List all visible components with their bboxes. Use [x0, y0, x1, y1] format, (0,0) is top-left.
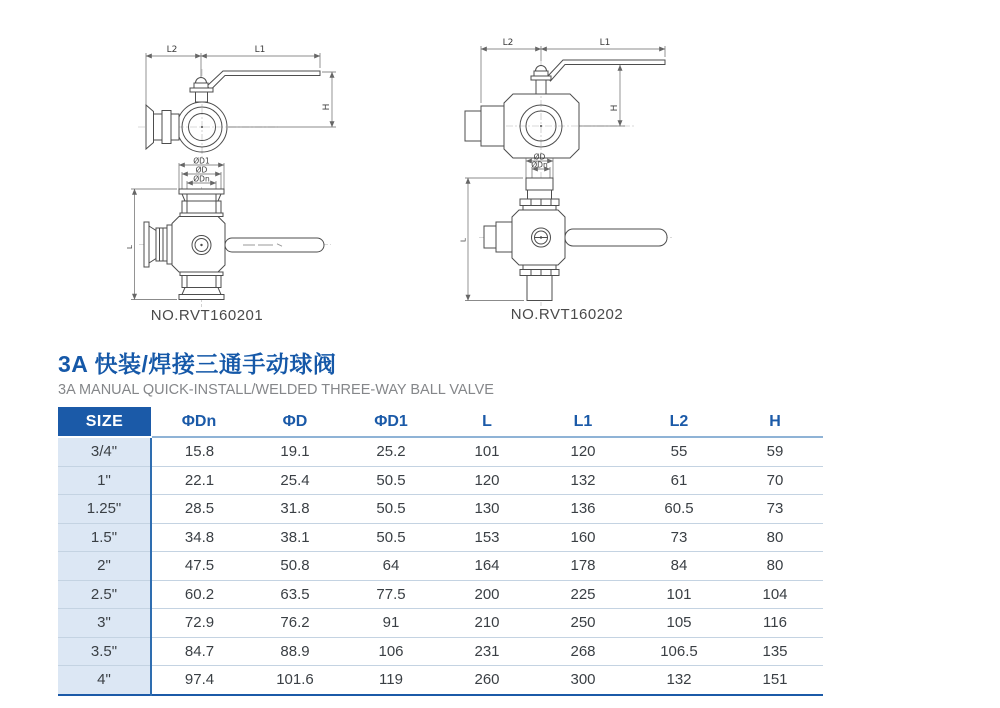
spec-cell: 60.2	[151, 580, 247, 609]
dimension-label-l: L	[126, 245, 134, 249]
table-row	[58, 523, 823, 552]
spec-cell: 22.1	[151, 466, 247, 495]
dimension-label-d: ØD	[533, 152, 546, 162]
dimension-label-l1: L1	[254, 45, 266, 55]
spec-cell: 50.8	[247, 552, 343, 581]
weld-end-stub	[465, 111, 481, 141]
table-row	[58, 666, 823, 695]
table-row	[58, 466, 823, 495]
top-union-nut	[520, 199, 559, 206]
spec-header-l2: L2	[631, 407, 727, 437]
dimension-label-l: L	[459, 238, 468, 242]
dimension-label-d1: ØD1	[193, 156, 210, 166]
size-cell: 2.5"	[58, 580, 151, 609]
valve-handle	[225, 238, 324, 252]
size-cell: 3"	[58, 609, 151, 638]
spec-cell: 119	[343, 666, 439, 695]
spec-cell: 136	[535, 495, 631, 524]
valve-handle	[565, 229, 667, 246]
product-title-zh: 3A 快装/焊接三通手动球阀	[58, 351, 337, 377]
spec-cell: 50.5	[343, 523, 439, 552]
weld-valve-front-view-drawing	[455, 150, 730, 330]
drawing-number-caption: NO.RVT160201	[150, 307, 264, 324]
valve-handle	[207, 71, 320, 90]
spec-cell: 73	[631, 523, 727, 552]
valve-handle	[547, 60, 665, 81]
dimension-label-dn: ØDn	[531, 160, 548, 170]
spec-header-size: SIZE	[58, 407, 151, 437]
dimension-label-dn: ØDn	[193, 174, 210, 184]
table-row	[58, 495, 823, 524]
spec-cell: 153	[439, 523, 535, 552]
spec-cell: 77.5	[343, 580, 439, 609]
spec-table-header-row	[58, 407, 823, 437]
spec-header-l1: L1	[535, 407, 631, 437]
spec-cell: 260	[439, 666, 535, 695]
table-row	[58, 580, 823, 609]
spec-cell: 101.6	[247, 666, 343, 695]
drawing-number-caption: NO.RVT160202	[510, 306, 624, 323]
dimension-label-l2: L2	[502, 38, 514, 48]
spec-table	[58, 407, 823, 696]
bottom-port-tube	[527, 276, 552, 301]
weld-valve-side-view-drawing	[455, 35, 710, 165]
spec-cell: 210	[439, 609, 535, 638]
spec-cell: 120	[535, 437, 631, 466]
size-cell: 3/4"	[58, 437, 151, 466]
spec-cell: 64	[343, 552, 439, 581]
spec-header-l: L	[439, 407, 535, 437]
spec-cell: 28.5	[151, 495, 247, 524]
spec-header-h: H	[727, 407, 823, 437]
spec-cell: 19.1	[247, 437, 343, 466]
title-block	[58, 350, 858, 400]
valve-stem-cap	[196, 78, 207, 84]
spec-cell: 84	[631, 552, 727, 581]
spec-cell: 250	[535, 609, 631, 638]
spec-cell: 106	[343, 637, 439, 666]
spec-cell: 135	[727, 637, 823, 666]
spec-cell: 132	[631, 666, 727, 695]
spec-cell: 130	[439, 495, 535, 524]
spec-cell: 70	[727, 466, 823, 495]
spec-cell: 225	[535, 580, 631, 609]
spec-cell: 106.5	[631, 637, 727, 666]
table-row	[58, 437, 823, 466]
table-row	[58, 609, 823, 638]
spec-header-d1: ΦD1	[343, 407, 439, 437]
top-port-tube	[526, 178, 553, 190]
spec-cell: 132	[535, 466, 631, 495]
spec-cell: 88.9	[247, 637, 343, 666]
spec-cell: 151	[727, 666, 823, 695]
size-cell: 4"	[58, 666, 151, 695]
size-cell: 1"	[58, 466, 151, 495]
spec-cell: 101	[439, 437, 535, 466]
spec-cell: 116	[727, 609, 823, 638]
clamp-valve-front-view-drawing	[115, 155, 355, 330]
spec-header-d: ΦD	[247, 407, 343, 437]
table-row	[58, 637, 823, 666]
spec-cell: 76.2	[247, 609, 343, 638]
spec-cell: 60.5	[631, 495, 727, 524]
spec-cell: 61	[631, 466, 727, 495]
spec-cell: 50.5	[343, 495, 439, 524]
table-row	[58, 552, 823, 581]
clamp-valve-side-view-drawing	[110, 35, 360, 165]
spec-cell: 164	[439, 552, 535, 581]
spec-cell: 25.2	[343, 437, 439, 466]
top-port-ferrule	[179, 189, 224, 194]
spec-cell: 300	[535, 666, 631, 695]
spec-cell: 34.8	[151, 523, 247, 552]
dimension-label-h: H	[322, 103, 332, 111]
spec-cell: 101	[631, 580, 727, 609]
size-cell: 2"	[58, 552, 151, 581]
spec-cell: 104	[727, 580, 823, 609]
bottom-port-ferrule	[180, 272, 223, 276]
spec-cell: 105	[631, 609, 727, 638]
spec-cell: 47.5	[151, 552, 247, 581]
spec-cell: 73	[727, 495, 823, 524]
spec-cell: 268	[535, 637, 631, 666]
left-port-tube	[484, 226, 496, 248]
spec-header-dn: ΦDn	[151, 407, 247, 437]
size-cell: 1.5"	[58, 523, 151, 552]
spec-cell: 55	[631, 437, 727, 466]
spec-cell: 231	[439, 637, 535, 666]
product-title-en: 3A MANUAL QUICK-INSTALL/WELDED THREE-WAY BALL VALVE	[58, 382, 494, 398]
valve-body-block	[172, 217, 225, 273]
spec-cell: 80	[727, 552, 823, 581]
size-cell: 1.25"	[58, 495, 151, 524]
left-port-ferrule	[144, 222, 149, 267]
valve-stem-cap	[536, 66, 547, 72]
spec-cell: 25.4	[247, 466, 343, 495]
spec-cell: 59	[727, 437, 823, 466]
dimension-label-l1: L1	[599, 38, 611, 48]
spec-cell: 72.9	[151, 609, 247, 638]
spec-cell: 97.4	[151, 666, 247, 695]
dimension-label-h: H	[610, 104, 620, 112]
spec-cell: 50.5	[343, 466, 439, 495]
spec-cell: 200	[439, 580, 535, 609]
spec-cell: 178	[535, 552, 631, 581]
spec-cell: 84.7	[151, 637, 247, 666]
dimension-label-l2: L2	[166, 45, 178, 55]
spec-cell: 15.8	[151, 437, 247, 466]
size-cell: 3.5"	[58, 637, 151, 666]
spec-cell: 38.1	[247, 523, 343, 552]
spec-cell: 63.5	[247, 580, 343, 609]
clamp-ferrule	[146, 105, 154, 149]
spec-cell: 80	[727, 523, 823, 552]
spec-cell: 31.8	[247, 495, 343, 524]
spec-cell: 120	[439, 466, 535, 495]
bottom-union-nut	[523, 265, 556, 270]
dimension-label-d: ØD	[195, 165, 208, 175]
spec-cell: 160	[535, 523, 631, 552]
spec-cell: 91	[343, 609, 439, 638]
